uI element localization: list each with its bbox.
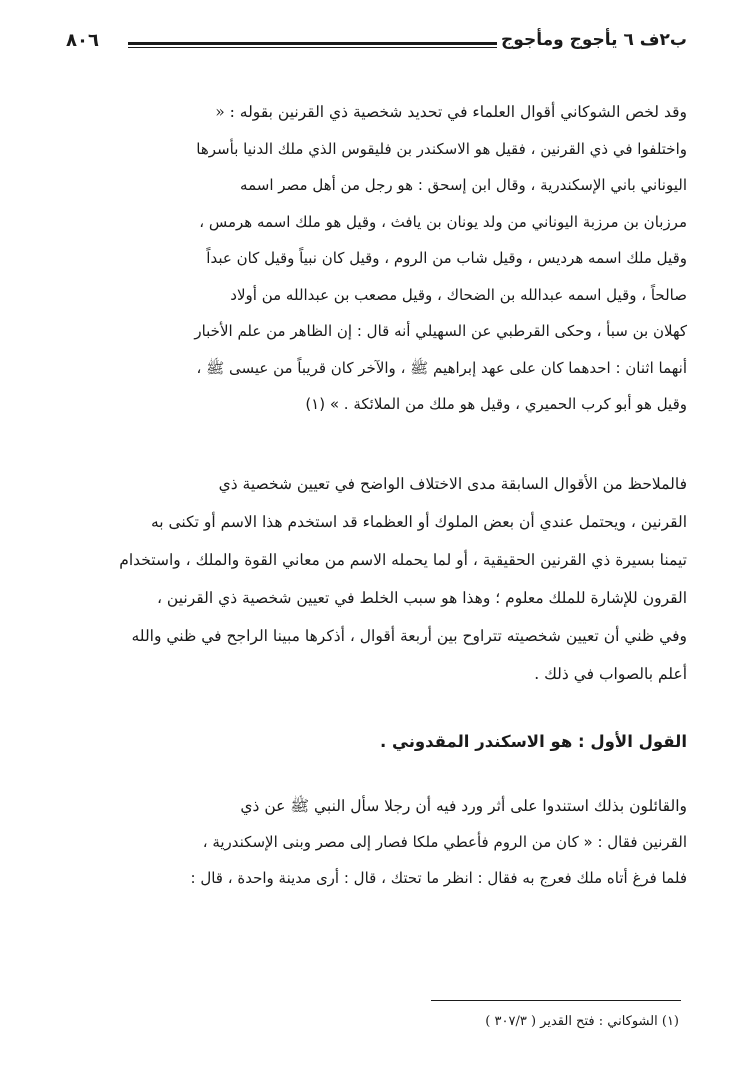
observation-line: تيمنا بسيرة ذي القرنين الحقيقية ، أو لما يحمله الاسم من معاني القوة والملك ، واستخدام <box>119 551 687 569</box>
opinion-line: والقائلون بذلك استندوا على أثر ورد فيه أن رجلا سأل النبي ﷺ عن ذي <box>240 797 687 815</box>
opinion-line: فلما فرغ أتاه ملك فعرج به فقال : انظر ما تحتك ، قال : أرى مدينة واحدة ، قال : <box>190 869 687 887</box>
section-heading: القول الأول : هو الاسكندر المقدوني . <box>379 732 687 751</box>
observation-line: القرون للإشارة للملك معلوم ؛ وهذا هو سبب الخلط في تعيين شخصية ذي القرنين ، <box>157 589 687 607</box>
quote-line: اليوناني باني الإسكندرية ، وقال ابن إسحق : هو رجل من أهل مصر اسمه <box>240 176 687 194</box>
header-rule-thin <box>128 47 497 48</box>
observation-line: القرنين ، ويحتمل عندي أن بعض الملوك أو العظماء قد استخدم هذا الاسم أو تكنى به <box>150 513 687 531</box>
header-rule <box>128 42 497 45</box>
quote-line: مرزبان بن مرزبة اليوناني من ولد يونان بن يافث ، وقيل هو ملك اسمه هرمس ، <box>199 212 687 231</box>
page-number: ٨٠٦ <box>66 30 99 51</box>
footnote: (١) الشوكاني : فتح القدير ( ٣٠٧/٣ ) <box>485 1014 679 1029</box>
quote-line: أنهما اثنان : احدهما كان على عهد إبراهيم ﷺ ، والآخر كان قريباً من عيسى ﷺ ، <box>196 358 687 377</box>
footnote-separator <box>431 1000 681 1001</box>
quote-intro-line: وقد لخص الشوكاني أقوال العلماء في تحديد شخصية ذي القرنين بقوله : « <box>215 103 687 121</box>
quote-line: كهلان بن سبأ ، وحكى القرطبي عن السهيلي أنه قال : إن الظاهر من علم الأخبار <box>194 322 687 340</box>
opinion-line: القرنين فقال : « كان من الروم فأعطي ملكا فصار إلى مصر وبنى الإسكندرية ، <box>202 833 687 851</box>
paragraph-shawkani-quote <box>62 94 687 423</box>
observation-line: وفي ظني أن تعيين شخصيته تتراوح بين أربعة أقوال ، أذكرها مبينا الراجح في ظني والله <box>131 627 687 645</box>
paragraph-observation <box>62 465 687 693</box>
quote-line: وقيل هو أبو كرب الحميري ، وقيل هو ملك من الملائكة . » (١) <box>305 395 687 413</box>
running-header <box>66 28 687 62</box>
quote-line: واختلفوا في ذي القرنين ، فقيل هو الاسكندر بن فليقوس الذي ملك الدنيا بأسرها <box>196 139 687 158</box>
quote-line: صالحاً ، وقيل اسمه عبدالله بن الضحاك ، وقيل مصعب بن عبدالله من أولاد <box>230 285 687 304</box>
chapter-title: ب٢ف ٦ يأجوج ومأجوج <box>501 30 687 50</box>
quote-line: وقيل ملك اسمه هرديس ، وقيل شاب من الروم ، وقيل كان نبياً وقيل كان عبداً <box>206 249 687 267</box>
observation-line: فالملاحظ من الأقوال السابقة مدى الاختلاف الواضح في تعيين شخصية ذي <box>218 475 687 493</box>
paragraph-first-opinion <box>62 788 687 896</box>
observation-line: أعلم بالصواب في ذلك . <box>534 665 687 683</box>
